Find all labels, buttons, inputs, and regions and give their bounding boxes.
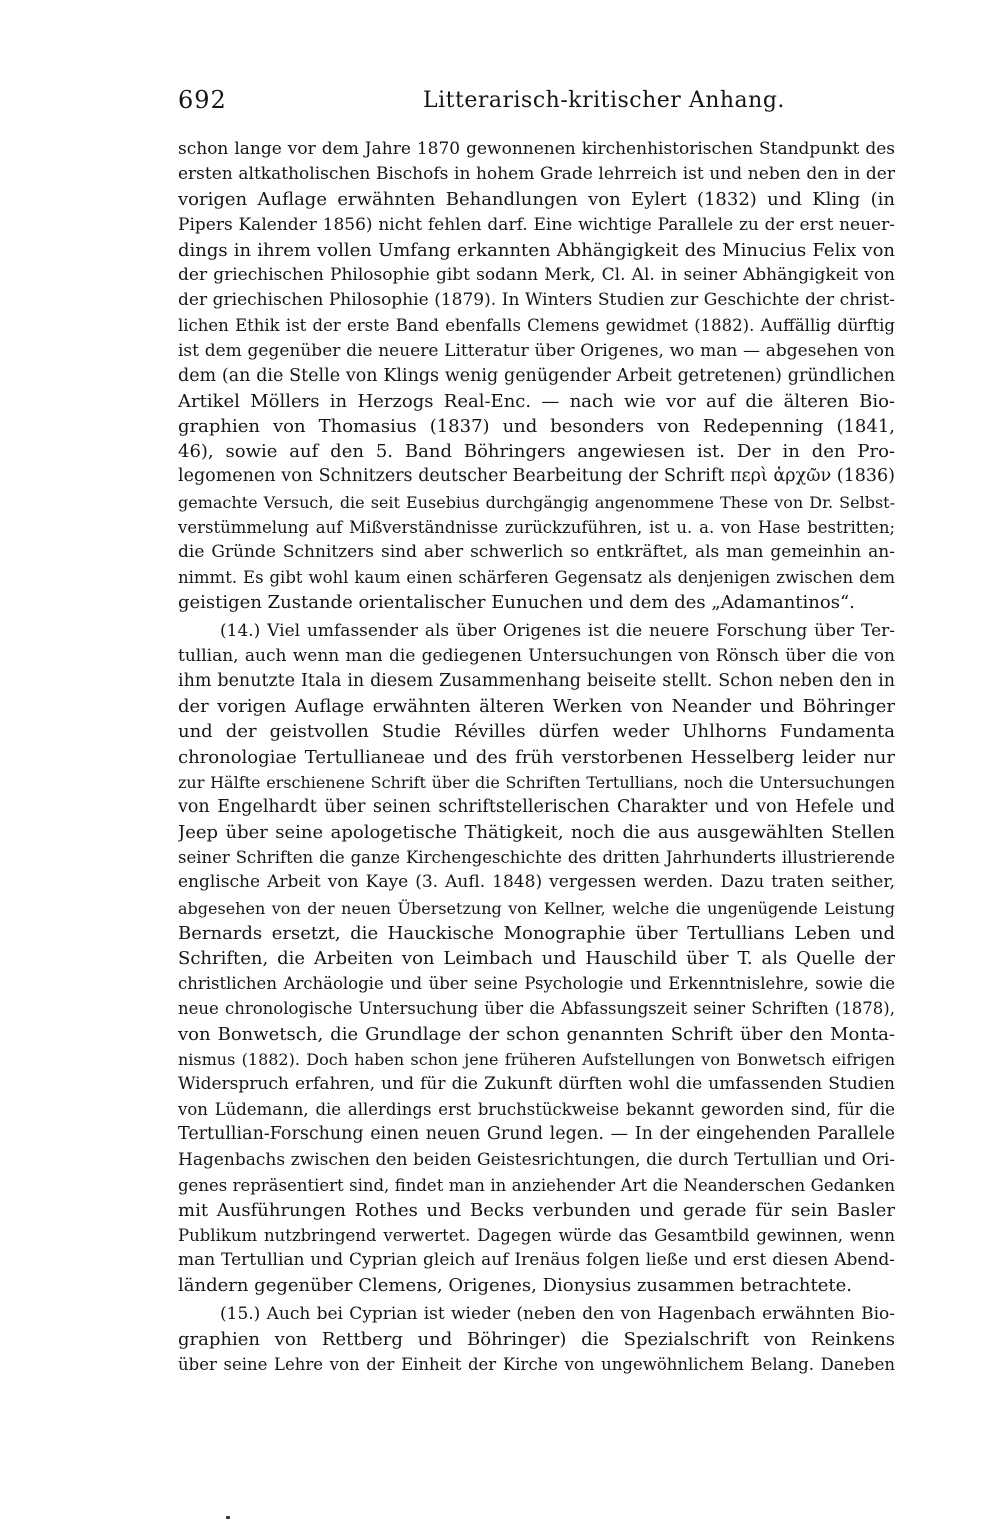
text-line: verstümmelung auf Mißverständnisse zurückzuführen, ist u. a. von Hase bestritten; xyxy=(178,517,895,537)
text-line: der griechischen Philosophie (1879). In Winters Studien zur Geschichte der christ- xyxy=(178,290,895,311)
text-line: ländern gegenüber Clemens, Origenes, Dionysius zusammen betrachtete. xyxy=(178,1275,852,1297)
text-line: man Tertullian und Cyprian gleich auf Irenäus folgen ließe und erst diesen Abend- xyxy=(178,1250,895,1271)
body-text xyxy=(178,137,895,1377)
page-header xyxy=(178,86,895,120)
text-line: vorigen Auflage erwähnten Behandlungen von Eylert (1832) und Kling (in xyxy=(178,189,895,211)
text-line: Tertullian-Forschung einen neuen Grund legen. — In der eingehenden Parallele xyxy=(178,1124,895,1145)
paragraph xyxy=(178,1302,895,1378)
text-line: graphien von Rettberg und Böhringer) die Spezialschrift von Reinkens xyxy=(178,1328,895,1350)
paragraph xyxy=(178,137,895,616)
text-line: neue chronologische Untersuchung über die Abfassungszeit seiner Schriften (1878), xyxy=(178,999,895,1019)
text-line: Publikum nutzbringend verwertet. Dagegen würde das Gesamtbild gewinnen, wenn xyxy=(178,1226,895,1246)
text-line: von Lüdemann, die allerdings erst bruchstückweise bekannt geworden sind, für die xyxy=(178,1100,895,1120)
text-line: Bernards ersetzt, die Hauckische Monographie über Tertullians Leben und xyxy=(178,922,895,944)
text-line: Jeep über seine apologetische Thätigkeit, noch die aus ausgewählten Stellen xyxy=(178,822,895,844)
text-line: von Bonwetsch, die Grundlage der schon genannten Schrift über den Monta- xyxy=(178,1023,895,1045)
text-line: zur Hälfte erschienene Schrift über die Schriften Tertullians, noch die Untersuchungen xyxy=(178,772,895,792)
text-line: Pipers Kalender 1856) nicht fehlen darf. Eine wichtige Parallele zu der erst neuer- xyxy=(178,214,895,235)
text-line: (14.) Viel umfassender als über Origenes ist die neuere Forschung über Ter- xyxy=(220,620,895,641)
text-line: gemachte Versuch, die seit Eusebius durchgängig angenommene These von Dr. Selbst- xyxy=(178,492,895,512)
text-line: (15.) Auch bei Cyprian ist wieder (neben den von Hagenbach erwähnten Bio- xyxy=(220,1303,895,1324)
text-line: lichen Ethik ist der erste Band ebenfalls Clemens gewidmet (1882). Auffällig dürftig xyxy=(178,316,895,336)
text-line: Hagenbachs zwischen den beiden Geistesrichtungen, die durch Tertullian und Ori- xyxy=(178,1149,895,1170)
text-line: über seine Lehre von der Einheit der Kirche von ungewöhnlichem Belang. Daneben xyxy=(178,1355,895,1374)
text-line: mit Ausführungen Rothes und Becks verbunden und gerade für sein Basler xyxy=(178,1199,895,1221)
text-line: nimmt. Es gibt wohl kaum einen schärferen Gegensatz als denjenigen zwischen dem xyxy=(178,568,895,588)
ink-speck xyxy=(226,1516,230,1519)
text-line: tullian, auch wenn man die gediegenen Untersuchungen von Rönsch über die von xyxy=(178,645,895,666)
text-line: der vorigen Auflage erwähnten älteren Werken von Neander und Böhringer xyxy=(178,696,895,718)
text-line: die Gründe Schnitzers sind aber schwerlich so entkräftet, als man gemeinhin an- xyxy=(178,542,895,562)
text-line: Artikel Möllers in Herzogs Real-Enc. — nach wie vor auf die älteren Bio- xyxy=(178,390,895,412)
text-line: graphien von Thomasius (1837) und besonders von Redepenning (1841, xyxy=(178,416,895,438)
text-line: dem (an die Stelle von Klings wenig genügender Arbeit getretenen) gründlichen xyxy=(178,365,895,386)
text-line: und der geistvollen Studie Révilles dürfen weder Uhlhorns Fundamenta xyxy=(178,721,895,743)
text-line: Schriften, die Arbeiten von Leimbach und Hauschild über T. als Quelle der xyxy=(178,948,895,969)
page-number: 692 xyxy=(178,86,227,114)
text-line: legomenen von Schnitzers deutscher Bearbeitung der Schrift περὶ ἀρχῶν (1836) xyxy=(178,466,895,487)
text-line: der griechischen Philosophie gibt sodann Merk, Cl. Al. in seiner Abhängigkeit von xyxy=(178,264,895,285)
text-line: Widerspruch erfahren, und für die Zukunft dürften wohl die umfassenden Studien xyxy=(178,1073,895,1094)
running-title: Litterarisch-kritischer Anhang. xyxy=(423,88,785,113)
text-line: ihm benutzte Itala in diesem Zusammenhang beiseite stellt. Schon neben den in xyxy=(178,670,895,691)
text-line: chronologiae Tertullianeae und des früh verstorbenen Hesselberg leider nur xyxy=(178,746,895,768)
text-line: nismus (1882). Doch haben schon jene früheren Aufstellungen von Bonwetsch eifrigen xyxy=(178,1049,895,1069)
text-line: 46), sowie auf den 5. Band Böhringers angewiesen ist. Der in den Pro- xyxy=(178,441,895,463)
text-line: ist dem gegenüber die neuere Litteratur über Origenes, wo man — abgesehen von xyxy=(178,340,895,361)
text-line: seiner Schriften die ganze Kirchengeschichte des dritten Jahrhunderts illustrierende xyxy=(178,848,895,868)
text-line: ersten altkatholischen Bischofs in hohem Grade lehrreich ist und neben den in der xyxy=(178,164,895,185)
text-line: schon lange vor dem Jahre 1870 gewonnenen kirchenhistorischen Standpunkt des xyxy=(178,139,895,159)
text-line: genes repräsentiert sind, findet man in anziehender Art die Neanderschen Gedanken xyxy=(178,1175,895,1195)
paragraph xyxy=(178,619,895,1299)
text-line: abgesehen von der neuen Übersetzung von Kellner, welche die ungenügende Leistung xyxy=(178,898,895,918)
text-line: dings in ihrem vollen Umfang erkannten Abhängigkeit des Minucius Felix von xyxy=(178,239,895,261)
text-line: englische Arbeit von Kaye (3. Aufl. 1848) vergessen werden. Dazu traten seither, xyxy=(178,872,895,893)
text-line: geistigen Zustande orientalischer Eunuchen und dem des „Adamantinos“. xyxy=(178,592,855,614)
text-line: christlichen Archäologie und über seine Psychologie und Erkenntnislehre, sowie die xyxy=(178,974,895,994)
text-line: von Engelhardt über seinen schriftstellerischen Charakter und von Hefele und xyxy=(178,796,895,817)
